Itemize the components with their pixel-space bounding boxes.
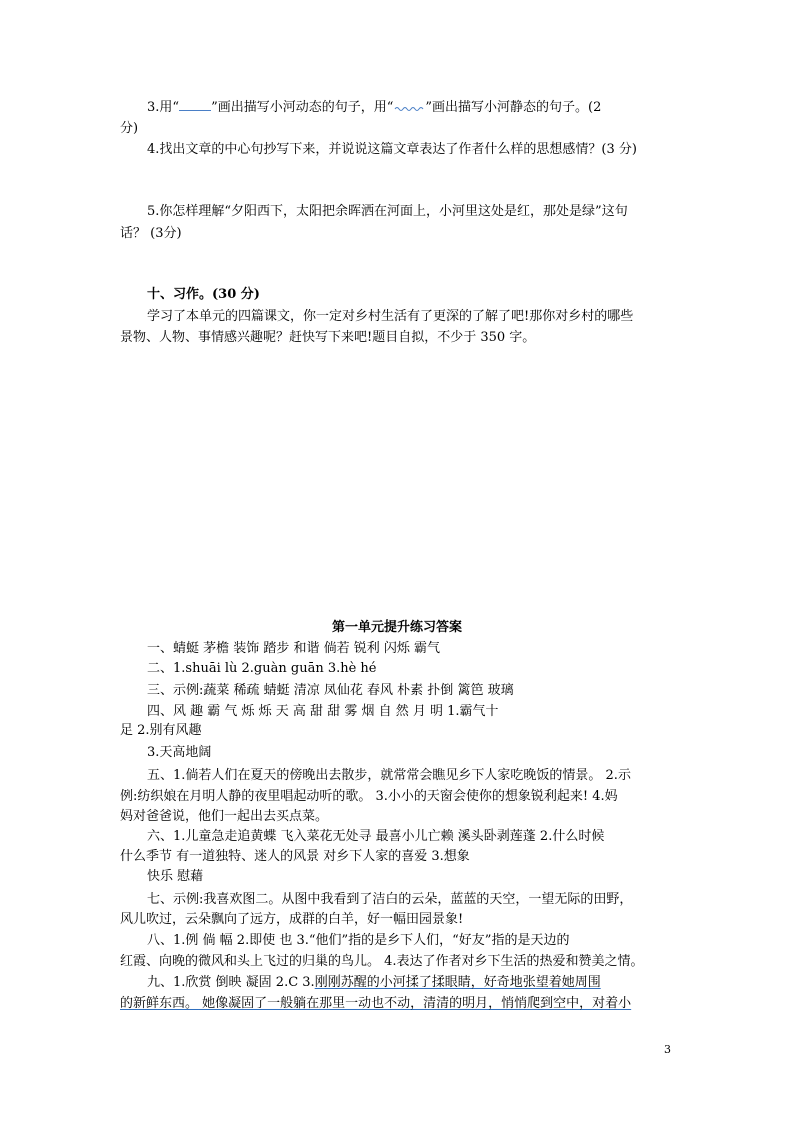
answer-line-11: 什么季节 有一道独特、迷人的风景 对乡下人家的喜爱 3.想象 [120,849,470,864]
answer-line-5: 足 2.别有风趣 [120,723,202,738]
answer-line-14: 风儿吹过，云朵飘向了远方，成群的白羊，好一幅田园景象! [120,912,464,927]
answer-line-12: 快乐 慰藉 [147,869,204,884]
answer-line-1: 一、蜻蜓 茅檐 装饰 踏步 和谐 倘若 锐利 闪烁 霸气 [147,641,441,656]
composition-heading: 十、习作。(30 分) [147,287,260,302]
answer-line-3: 三、示例:蔬菜 稀疏 蜻蜓 清凉 凤仙花 春风 朴素 扑倒 篱笆 玻璃 [147,683,514,698]
answer-line-4: 四、风 趣 霸 气 烁 烁 天 高 甜 甜 雾 烟 自 然 月 明 1.霸气十 [147,704,499,719]
question-3-text-a: 3.用“ [147,100,180,115]
underlined-answer-sentence: 刚刚苏醒的小河揉了揉眼睛，好奇地张望着她周围 [314,975,601,990]
answer-line-2: 二、1.shuāi lù 2.guàn guān 3.hè hé [147,661,377,676]
answer-line-6: 3.天高地阔 [147,745,212,760]
answer-line-9: 妈对爸爸说，他们一起出去买点菜。 [120,809,329,824]
answer-line-8: 例:纺织娘在月明人静的夜里唱起动听的歌。 3.小小的天窗会使你的想象锐利起来! 4.妈 [120,789,618,804]
answer-line-17 [147,974,676,992]
wavy-underline-blank [393,99,425,111]
answer-line-16: 红霞、向晚的微风和头上飞过的归巢的鸟儿。 4.表达了作者对乡下生活的热爱和赞美之情。 [120,954,644,969]
question-3-line-2: 分) [120,121,139,136]
straight-underline-blank [179,98,211,111]
answer-line-13: 七、示例:我喜欢图二。从图中我看到了洁白的云朵，蓝蓝的天空，一望无际的田野， [147,892,633,907]
page-number: 3 [664,1043,671,1056]
answer-line-18 [120,995,676,1013]
question-5-line-2: 话？ (3分) [120,226,182,241]
answer-line-15: 八、1.例 倘 幅 2.即使 也 3.“他们”指的是乡下人们，“好友”指的是天边的 [147,933,570,948]
answer-line-10: 六、1.儿童急走追黄蝶 飞入菜花无处寻 最喜小儿亡赖 溪头卧剥莲蓬 2.什么时候 [147,829,605,844]
answers-title: 第一单元提升练习答案 [331,620,462,635]
composition-line-1: 学习了本单元的四篇课文，你一定对乡村生活有了更深的了解了吧!那你对乡村的哪些 [147,309,634,324]
question-4: 4.找出文章的中心句抄写下来，并说说这篇文章表达了作者什么样的思想感情？(3 分) [147,142,637,157]
question-3-text-c: ”画出描写小河静态的句子。(2 [425,100,602,115]
underlined-answer-sentence-end: 的新鲜东西。 [120,996,199,1011]
question-5-line-1: 5.你怎样理解“夕阳西下，太阳把余晖洒在河面上，小河里这处是红，那处是绿”这句 [147,204,628,219]
answer-line-7: 五、1.倘若人们在夏天的傍晚出去散步，就常常会瞧见乡下人家吃晚饭的情景。 2.示 [147,768,631,783]
question-3-line-1 [147,98,676,117]
composition-line-2: 景物、人物、事情感兴趣呢？赶快写下来吧!题目自拟，不少于 350 字。 [120,330,536,345]
answer-17-text: 九、1.欣赏 倒映 凝固 2.C 3. [147,975,315,990]
underlined-answer-sentence-2: 她像凝固了一般躺在那里一动也不动，清清的明月，悄悄爬到空中，对着小 [198,996,632,1011]
question-3-text-b: ”画出描写小河动态的句子，用“ [211,100,394,115]
